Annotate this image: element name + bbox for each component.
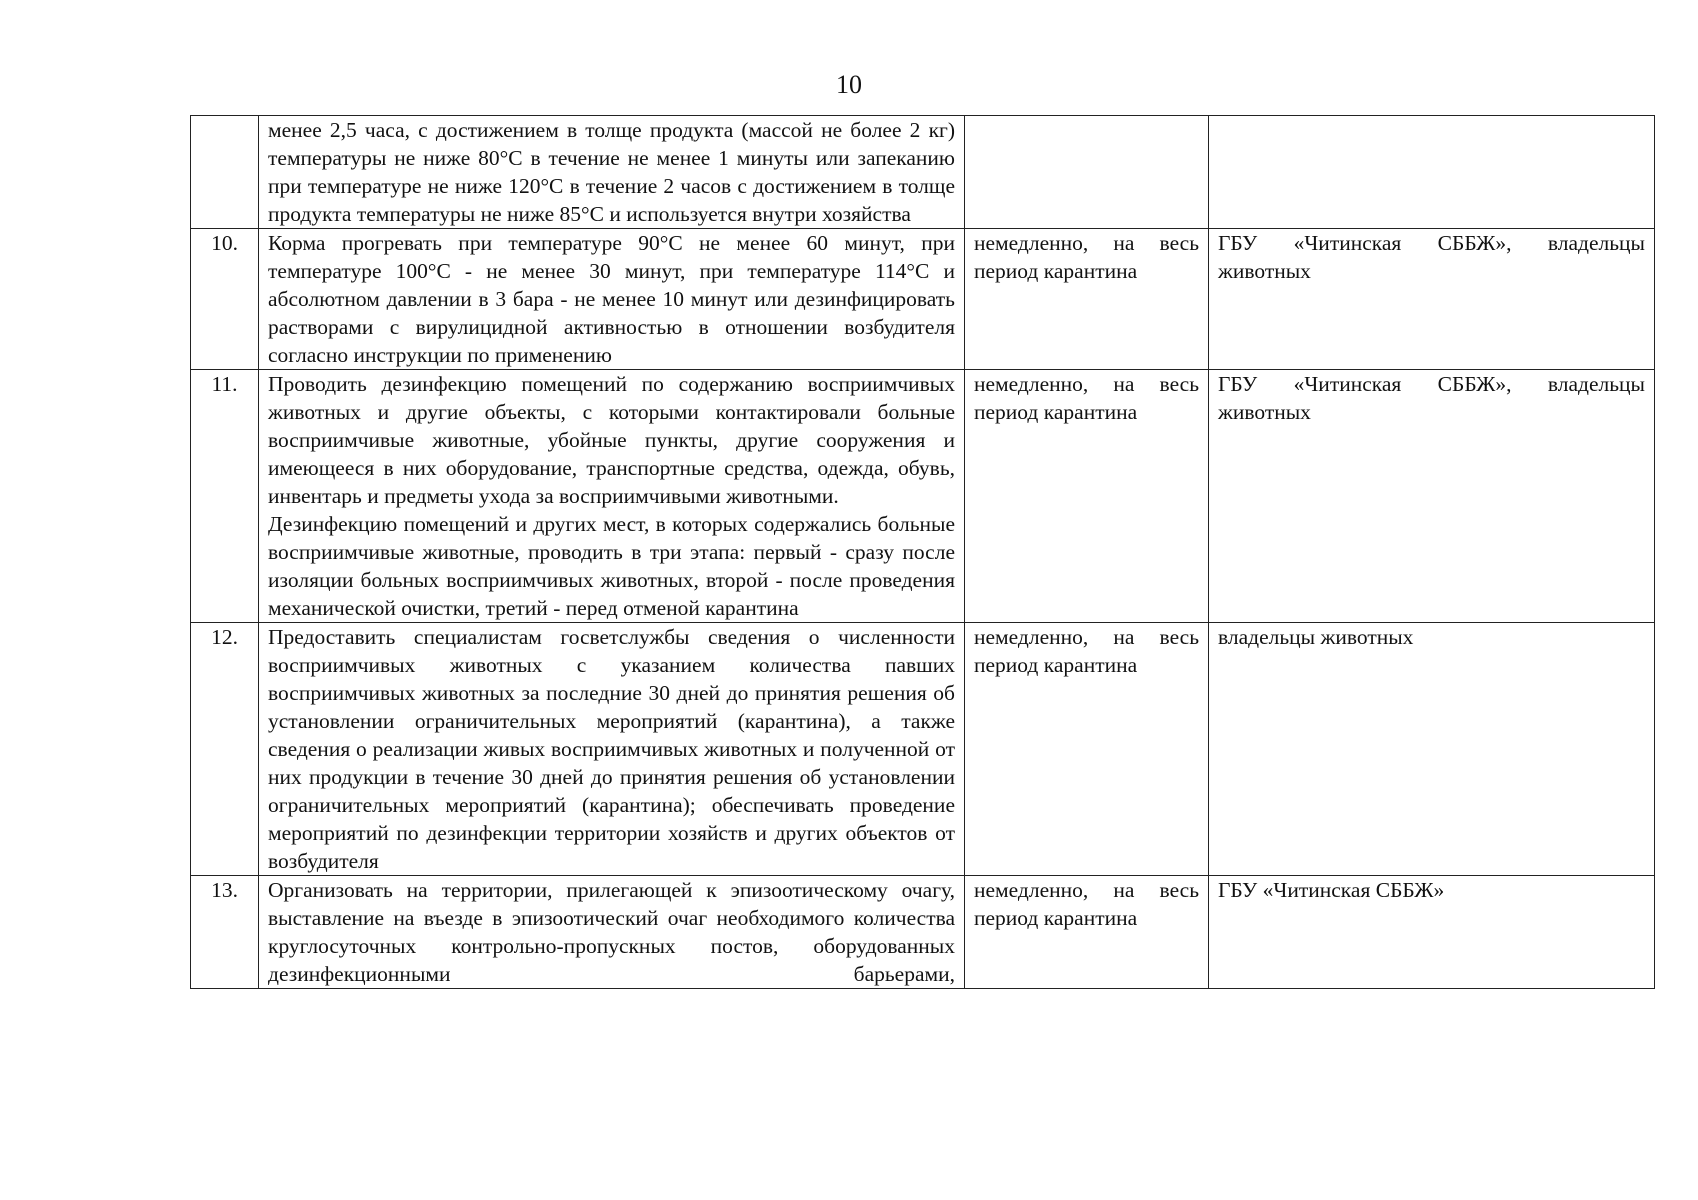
measure-paragraph: Проводить дезинфекцию помещений по содержанию восприимчивых животных и другие объекты, с которыми контактировали больные восприимчивые животные, убойные пункты, другие сооружения и имеющееся в них оборудование, транспортные средства, одежда, обувь, инвентарь и предметы ухода за восприимчивыми животными. [268, 372, 955, 508]
page-number: 10 [836, 70, 862, 99]
term-cell: немедленно, на весь период карантина [965, 876, 1209, 989]
measures-table [190, 115, 1655, 989]
measure-text [259, 116, 965, 229]
row-number: 13. [191, 876, 259, 989]
term-cell [965, 116, 1209, 229]
row-number [191, 116, 259, 229]
measure-paragraph: Организовать на территории, прилегающей к эпизоотическому очагу, выставление на въезде в эпизоотический очаг необходимого количества круглосуточных контрольно-пропускных постов, оборудованных дезинфекционными барьерами, [268, 878, 955, 986]
table-row [191, 116, 1655, 229]
responsible-cell: ГБУ «Читинская СББЖ» [1209, 876, 1655, 989]
table-row [191, 229, 1655, 370]
table-row [191, 623, 1655, 876]
table-row [191, 370, 1655, 623]
term-cell: немедленно, на весь период карантина [965, 623, 1209, 876]
measure-text [259, 623, 965, 876]
responsible-cell [1209, 116, 1655, 229]
term-cell: немедленно, на весь период карантина [965, 370, 1209, 623]
row-number: 12. [191, 623, 259, 876]
measure-paragraph: Корма прогревать при температуре 90°C не менее 60 минут, при температуре 100°C - не менее 30 минут, при температуре 114°C и абсолютном давлении в 3 бара - не менее 10 минут или дезинфицировать растворами с вирулицидной активностью в отношении возбудителя согласно инструкции по применению [268, 231, 955, 367]
measure-paragraph: менее 2,5 часа, с достижением в толще продукта (массой не более 2 кг) температуры не ниже 80°C в течение не менее 1 минуты или запеканию при температуре не ниже 120°C в течение 2 часов с достижением в толще продукта температуры не ниже 85°C и используется внутри хозяйства [268, 118, 955, 226]
row-number: 10. [191, 229, 259, 370]
responsible-cell: владельцы животных [1209, 623, 1655, 876]
responsible-cell: ГБУ «Читинская СББЖ», владельцы животных [1209, 229, 1655, 370]
measure-paragraph: Предоставить специалистам госветслужбы сведения о численности восприимчивых животных с указанием количества павших восприимчивых животных за последние 30 дней до принятия решения об установлении ограничительных мероприятий (карантина), а также сведения о реализации живых восприимчивых животных и полученной от них продукции в течение 30 дней до принятия решения об установлении ограничительных мероприятий (карантина); обеспечивать проведение мероприятий по дезинфекции территории хозяйств и других объектов от возбудителя [268, 625, 955, 873]
responsible-cell: ГБУ «Читинская СББЖ», владельцы животных [1209, 370, 1655, 623]
row-number: 11. [191, 370, 259, 623]
measure-text [259, 876, 965, 989]
measure-paragraph: Дезинфекцию помещений и других мест, в которых содержались больные восприимчивые животные, проводить в три этапа: первый - сразу после изоляции больных восприимчивых животных, второй - после проведения механической очистки, третий - перед отменой карантина [268, 512, 955, 620]
measure-text [259, 229, 965, 370]
table-row [191, 876, 1655, 989]
measure-text [259, 370, 965, 623]
term-cell: немедленно, на весь период карантина [965, 229, 1209, 370]
